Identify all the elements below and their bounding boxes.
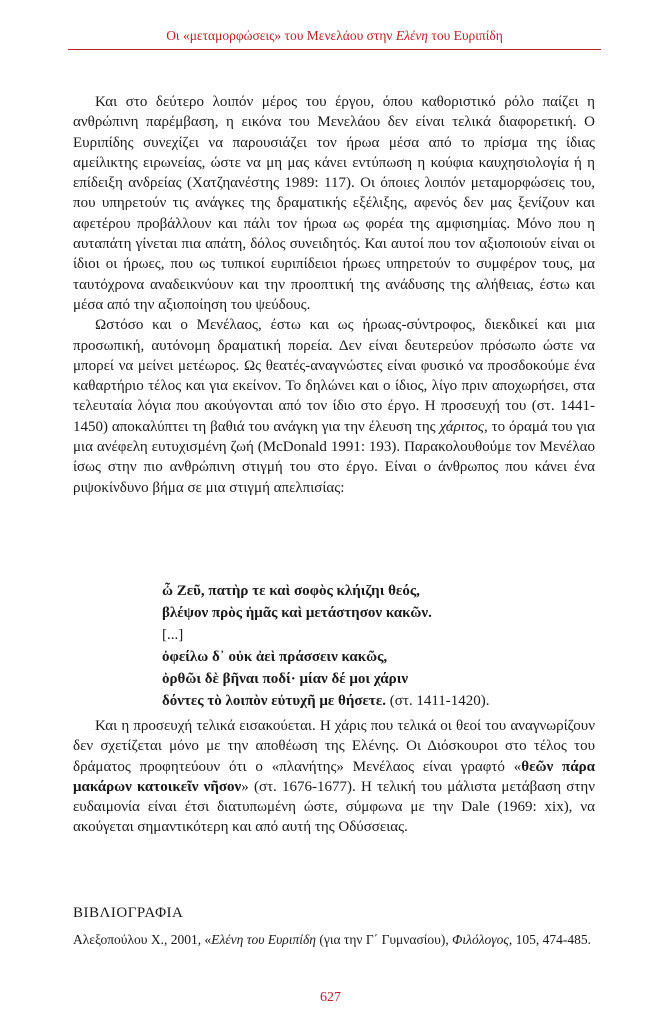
quote-line-4: ὀρθῶι δὲ βῆναι ποδί· μίαν δέ μοι χάριν (162, 671, 409, 687)
quote-line-1: ὦ Ζεῦ, πατὴρ τε καὶ σοφὸς κλήιζηι θεός, (162, 583, 420, 599)
paragraph-2-text-b: , το όραμά του για μια ανέφελη ευτυχισμένη ζωή (McDonald 1991: 193). Παρακολουθούμε τον Μενέλαο ίσως στην πιο ανθρώπινη στιγμή του στο έργο. Είναι ο άνθρωπος που κάνει ένα ριψοκίνδυνο βήμα σε μια στιγμή απελπισίας: (73, 418, 595, 496)
bib-author: Αλεξοπούλου Χ., 2001, « (73, 932, 212, 947)
bib-journal: Φιλόλογος (452, 932, 509, 947)
bibliography-heading: ΒΙΒΛΙΟΓΡΑΦΙΑ (73, 905, 184, 921)
paragraph-2-italic: χάριτος (439, 418, 484, 435)
header-text-italic: Ελένη (395, 28, 429, 43)
page-number: 627 (320, 990, 341, 1005)
quote-ellipsis: [...] (162, 627, 184, 643)
bibliography-entry (73, 930, 595, 949)
running-header (68, 28, 601, 50)
quote-line-2: βλέψον πρὸς ἡμᾶς καὶ μετάστησον κακῶν. (162, 605, 432, 621)
paragraph-2-text-a: Ωστόσο και ο Μενέλαος, έστω και ως ήρωας-σύντροφος, διεκδικεί και μια προσωπική, αυτόνομη δραματική πορεία. Δεν είναι δευτερεύον πρόσωπο ώστε να μπορεί να μείνει μετέωρος. Ως θεατές-αναγνώστες είναι φυσικό να προσδοκούμε ένα καθαρτήριο τέλος και για εκείνον. Το δηλώνει και ο ίδιος, λίγο πριν αποχωρήσει, στα τελευταία λόγια που ακούγονται από τον ίδιο στο έργο. Η προσευχή του (στ. 1441-1450) αποκαλύπτει τη βαθιά του ανάγκη για την έλευση της (73, 317, 595, 435)
quote-line-5: δόντες τὸ λοιπὸν εὐτυχῆ με θήσετε. (162, 693, 386, 709)
paragraph-3-bold: θεῶν πάρα μακάρων κατοικεῖν νῆσον (73, 758, 595, 795)
header-text-end: του Ευριπίδη (428, 28, 503, 43)
paragraph-3 (73, 716, 595, 838)
paragraph-1: Και στο δεύτερο λοιπόν μέρος του έργου, όπου καθοριστικό ρόλο παίζει η ανθρώπινη παρέμβαση, η εικόνα του Μενελάου δεν είναι τελικά διαφορετική. Ο Ευριπίδης συνεχίζει να παρουσιάζει τον ήρωα μέσα από το πρίσμα της ίδιας αμείλικτης ειρωνείας, ώστε να μη μας κάνει εντύπωση η κούφια καυχησιολογία ή η επίδειξη ανδρείας (Χατζηανέστης 1989: 117). Οι όποιες λοιπόν μεταμορφώσεις του, που υπηρετούν τις ανάγκες της δραματικής εξέλιξης, αφενός δεν μας ξενίζουν και αφετέρου προβάλλουν και πάλι τον ήρωα ως φορέα της αμφισημίας. Μόνο που η αυταπάτη γίνεται πια απάτη, δόλος συνειδητός. Και αυτοί που τον αξιοποιούν είναι οι ίδιοι οι ήρωες, που ως τυπικοί ευριπίδειοι ήρωες υπηρετούν το συμφέρον τους, μα ταυτόχρονα αναδεικνύουν και την προοπτική της ανάδυσης της αλήθειας, έστω και μέσα από την αξιοποίηση του ψεύδους. (73, 94, 595, 313)
quote-citation: (στ. 1411-1420). (385, 693, 490, 709)
bib-middle: (για την Γ΄ Γυμνασίου), (316, 932, 453, 947)
header-text-start: Οι «μεταμορφώσεις» του Μενελάου στην (166, 28, 396, 43)
body-text (73, 92, 595, 498)
quote-last-line (162, 690, 582, 712)
bib-title: Ελένη του Ευριπίδη (211, 932, 317, 947)
quote-line-3: ὀφείλω δ᾽ οὐκ ἀεὶ πράσσειν κακῶς, (162, 649, 388, 665)
bib-end: , 105, 474-485. (508, 932, 591, 947)
paragraph-3-text-a: Και η προσευχή τελικά εισακούεται. Η χάρις που τελικά οι θεοί του αναγνωρίζουν δεν σχετίζεται μόνο με την αποθέωση της Ελένης. Οι Διόσκουροι στο τέλος του δράματος προφητεύουν ότι ο «πλανήτης» Μενέλαος είναι γραφτό « (73, 718, 595, 775)
verse-quotation (162, 580, 582, 712)
body-text-continued (73, 716, 595, 838)
paragraph-3-text-b: » (στ. 1676-1677). Η τελική του μάλιστα μετάβαση στην ευδαιμονία είναι έτσι διατυπωμένη ώστε, σύμφωνα με την Dale (1969: xix), να ακούγεται σημαντικότερη και από αυτή της Οδύσσειας. (73, 778, 595, 836)
paragraph-2 (73, 315, 595, 498)
